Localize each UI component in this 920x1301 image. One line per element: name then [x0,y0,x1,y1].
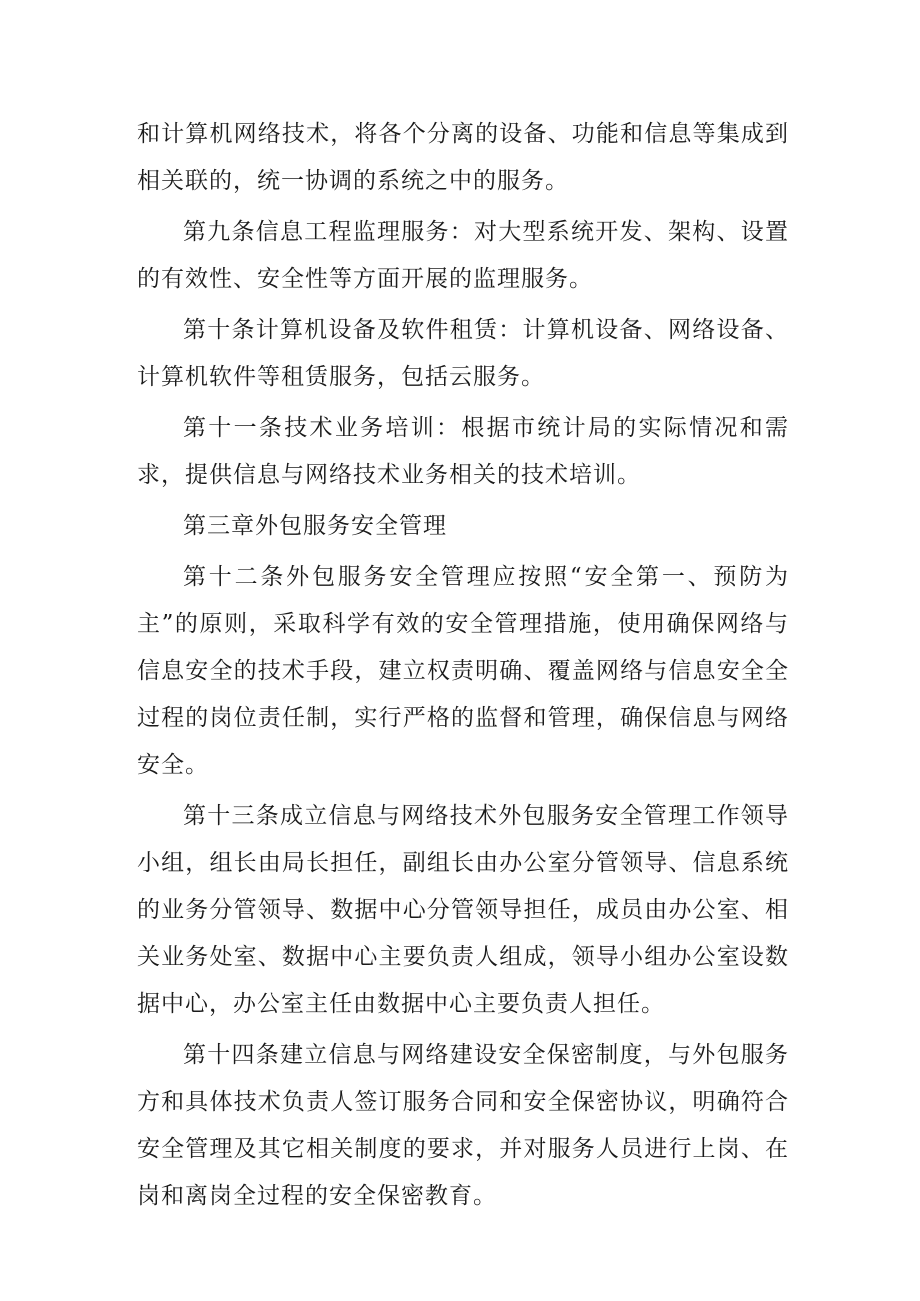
paragraph-article-14: 第十四条建立信息与网络建设安全保密制度，与外包服务方和具体技术负责人签订服务合同和安全保密协议，明确符合安全管理及其它相关制度的要求，并对服务人员进行上岗、在岗和离岗全过程的安全保密教育。 [137,1042,789,1209]
paragraph-article-12: 第十二条外包服务安全管理应按照“安全第一、预防为主”的原则，采取科学有效的安全管理措施，使用确保网络与信息安全的技术手段，建立权责明确、覆盖网络与信息安全全过程的岗位责任制，实行严格的监督和管理，确保信息与网络安全。 [137,564,789,778]
paragraph-article-10: 第十条计算机设备及软件租赁：计算机设备、网络设备、计算机软件等租赁服务，包括云服务。 [137,317,789,390]
chapter-heading: 第三章外包服务安全管理 [183,513,447,539]
paragraph-article-9: 第九条信息工程监理服务：对大型系统开发、架构、设置的有效性、安全性等方面开展的监理服务。 [137,219,789,292]
paragraph-continued: 和计算机网络技术，将各个分离的设备、功能和信息等集成到相关联的，统一协调的系统之中的服务。 [137,121,789,194]
paragraph-article-13: 第十三条成立信息与网络技术外包服务安全管理工作领导小组，组长由局长担任，副组长由办公室分管领导、信息系统的业务分管领导、数据中心分管领导担任，成员由办公室、相关业务处室、数据中心主要负责人组成，领导小组办公室设数据中心，办公室主任由数据中心主要负责人担任。 [137,803,789,1017]
paragraph-article-11: 第十一条技术业务培训：根据市统计局的实际情况和需求，提供信息与网络技术业务相关的技术培训。 [137,415,789,488]
document-body [137,111,789,1224]
